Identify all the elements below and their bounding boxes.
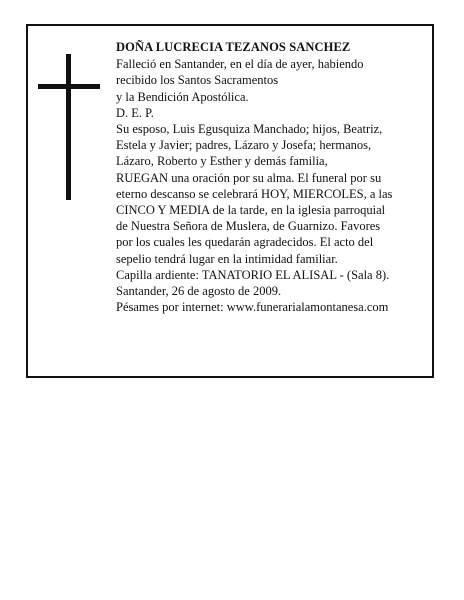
notice-line: D. E. P. bbox=[116, 105, 154, 120]
obituary-notice bbox=[26, 24, 434, 378]
notice-line: Santander, 26 de agosto de 2009. bbox=[116, 284, 282, 299]
notice-line: Su esposo, Luis Egusquiza Manchado; hijos, Beatriz, bbox=[116, 122, 383, 137]
notice-text bbox=[116, 39, 428, 315]
notice-line: Falleció en Santander, en el día de ayer, habiendo bbox=[116, 57, 364, 72]
notice-line: eterno descanso se celebrará HOY, MIERCOLES, a las bbox=[116, 186, 393, 201]
notice-line: de Nuestra Señora de Muslera, de Guarnizo. Favores bbox=[116, 219, 381, 234]
notice-line: Lázaro, Roberto y Esther y demás familia, bbox=[116, 154, 328, 169]
cross-vertical-bar bbox=[66, 54, 71, 200]
notice-line: Estela y Javier; padres, Lázaro y Josefa; hermanos, bbox=[116, 138, 372, 153]
notice-line: sepelio tendrá lugar en la intimidad familiar. bbox=[116, 251, 338, 266]
notice-line: y la Bendición Apostólica. bbox=[116, 89, 249, 104]
notice-line: CINCO Y MEDIA de la tarde, en la iglesia parroquial bbox=[116, 203, 386, 218]
notice-line: RUEGAN una oración por su alma. El funeral por su bbox=[116, 170, 382, 185]
cross-icon bbox=[38, 54, 100, 200]
notice-line: Pésames por internet: www.funerarialamontanesa.com bbox=[116, 300, 389, 315]
notice-line: recibido los Santos Sacramentos bbox=[116, 73, 279, 88]
cross-horizontal-bar bbox=[38, 84, 100, 89]
deceased-name: DOÑA LUCRECIA TEZANOS SANCHEZ bbox=[116, 40, 351, 54]
notice-line: Capilla ardiente: TANATORIO EL ALISAL - (Sala 8). bbox=[116, 267, 390, 282]
notice-line: por los cuales les quedarán agradecidos. El acto del bbox=[116, 235, 374, 250]
